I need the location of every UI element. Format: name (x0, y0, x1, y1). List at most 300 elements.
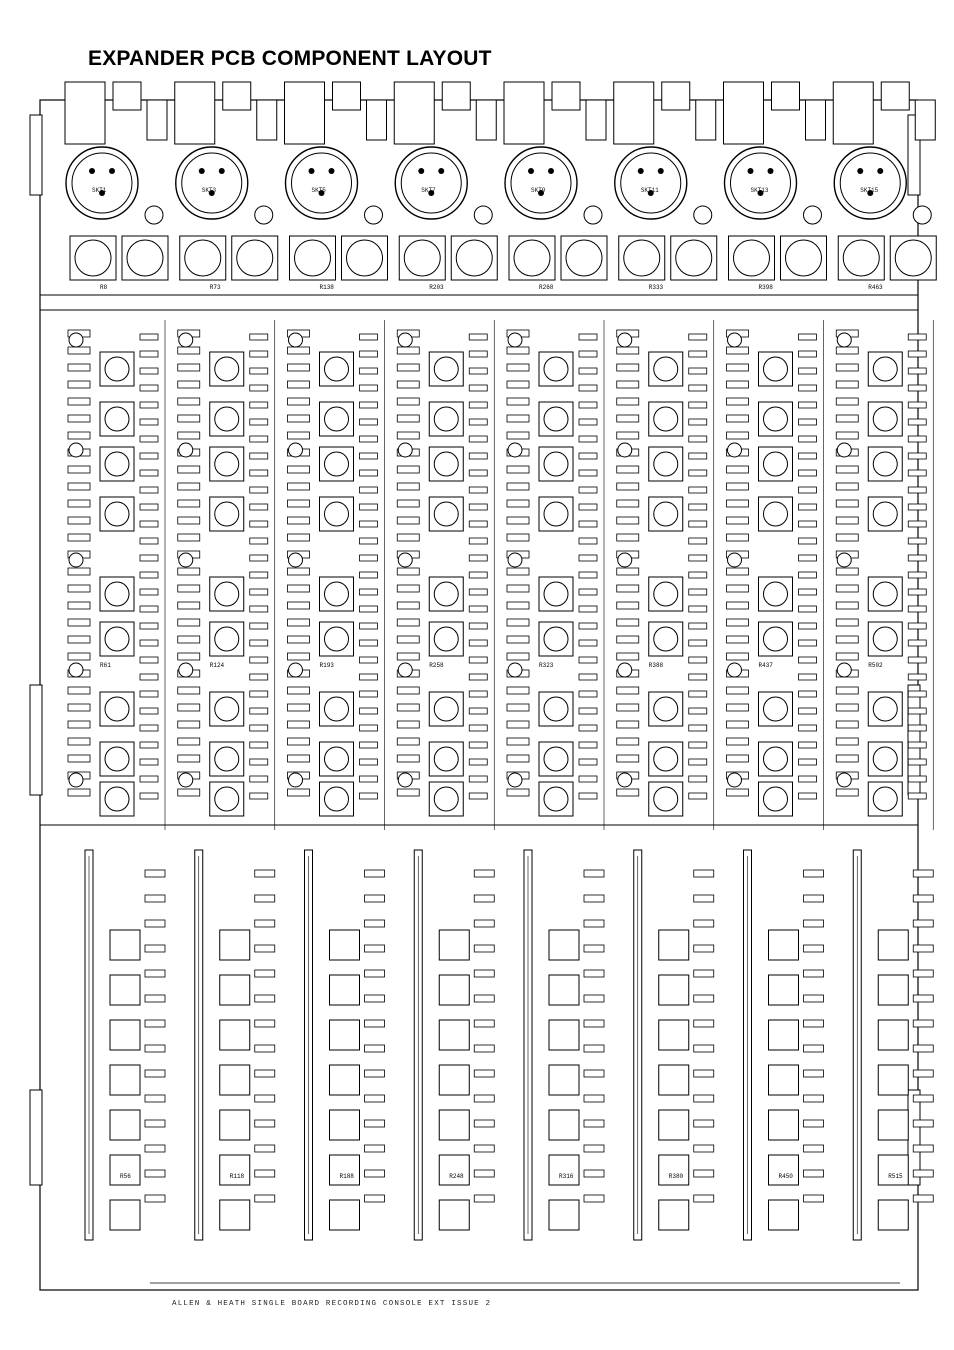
resistor (397, 619, 419, 626)
resistor (908, 470, 926, 476)
capacitor (69, 333, 83, 347)
resistor (140, 351, 158, 357)
resistor (68, 534, 90, 541)
trim-pot (619, 236, 665, 280)
resistor (140, 555, 158, 561)
fader-pot (659, 1155, 689, 1185)
resistor (469, 742, 487, 748)
resistor (689, 436, 707, 442)
resistor (579, 776, 597, 782)
component-label: R463 (868, 284, 883, 291)
resistor (397, 500, 419, 507)
resistor (140, 487, 158, 493)
resistor (288, 398, 310, 405)
fader-pot (549, 1020, 579, 1050)
resistor (469, 521, 487, 527)
resistor (689, 691, 707, 697)
resistor (68, 755, 90, 762)
resistor (178, 704, 200, 711)
resistor (579, 640, 597, 646)
resistor (250, 606, 268, 612)
capacitor (728, 553, 742, 567)
resistor (908, 504, 926, 510)
resistor (799, 572, 817, 578)
resistor (617, 704, 639, 711)
fader-pot (439, 1155, 469, 1185)
jack-socket (65, 82, 105, 144)
fader-pot (769, 1065, 799, 1095)
jack-socket (915, 100, 935, 140)
resistor (365, 1095, 385, 1102)
resistor (617, 381, 639, 388)
jack-socket (476, 100, 496, 140)
trim-pot (561, 236, 607, 280)
resistor (617, 500, 639, 507)
fader-pot (659, 1020, 689, 1050)
resistor (689, 351, 707, 357)
xlr-socket (615, 147, 687, 219)
resistor (584, 920, 604, 927)
resistor (474, 1120, 494, 1127)
fader-pot (659, 930, 689, 960)
resistor (360, 368, 378, 374)
resistor (397, 653, 419, 660)
resistor (617, 721, 639, 728)
resistor (579, 725, 597, 731)
resistor (836, 398, 858, 405)
resistor (250, 623, 268, 629)
jack-socket (257, 100, 277, 140)
pot-grid (100, 352, 902, 816)
resistor (694, 870, 714, 877)
resistor (68, 483, 90, 490)
resistor (913, 1120, 933, 1127)
resistor (68, 653, 90, 660)
fader-pot (769, 1110, 799, 1140)
resistor (250, 419, 268, 425)
capacitor (508, 773, 522, 787)
resistor (727, 347, 749, 354)
resistor (579, 555, 597, 561)
resistor (579, 691, 597, 697)
resistor (689, 742, 707, 748)
fader-pot (769, 975, 799, 1005)
resistor (397, 755, 419, 762)
resistor (250, 589, 268, 595)
resistor (617, 619, 639, 626)
fader-pot (220, 930, 250, 960)
component-grid (40, 320, 933, 830)
resistor (250, 385, 268, 391)
resistor (507, 755, 529, 762)
fader-pot (659, 975, 689, 1005)
page-title: EXPANDER PCB COMPONENT LAYOUT (88, 47, 492, 70)
resistor (68, 500, 90, 507)
resistor (584, 895, 604, 902)
resistor (584, 970, 604, 977)
resistor (507, 483, 529, 490)
resistor (913, 1095, 933, 1102)
resistor (836, 636, 858, 643)
resistor (68, 347, 90, 354)
resistor (68, 636, 90, 643)
fader-pot (439, 1065, 469, 1095)
resistor (397, 347, 419, 354)
resistor (469, 589, 487, 595)
resistor (727, 432, 749, 439)
fader-pot (110, 1200, 140, 1230)
resistor (908, 436, 926, 442)
fader-pot (549, 1155, 579, 1185)
xlr-pin (89, 168, 95, 174)
component-label: R203 (429, 284, 444, 291)
resistor (397, 738, 419, 745)
capacitor (508, 553, 522, 567)
trim-pot (509, 236, 555, 280)
capacitor (474, 206, 492, 224)
fader-pot (220, 1065, 250, 1095)
xlr-socket (725, 147, 797, 219)
resistor (507, 432, 529, 439)
component-label: R56 (120, 1173, 131, 1180)
xlr-pin (199, 168, 205, 174)
fader-pot (439, 930, 469, 960)
resistor (694, 920, 714, 927)
resistor (469, 402, 487, 408)
resistor (360, 776, 378, 782)
resistor (474, 1045, 494, 1052)
resistor (689, 538, 707, 544)
trim-pot (290, 236, 336, 280)
resistor (836, 585, 858, 592)
resistor (178, 483, 200, 490)
resistor (178, 687, 200, 694)
resistor (68, 364, 90, 371)
component-label: R193 (319, 662, 334, 669)
resistor (913, 1145, 933, 1152)
resistor (469, 436, 487, 442)
resistor (360, 555, 378, 561)
resistor (360, 436, 378, 442)
component-label: R333 (648, 284, 664, 291)
resistor (617, 755, 639, 762)
resistor (365, 1145, 385, 1152)
resistor (804, 995, 824, 1002)
resistor (727, 602, 749, 609)
resistor (727, 364, 749, 371)
fader-pot (330, 930, 360, 960)
resistor (617, 534, 639, 541)
resistor (908, 742, 926, 748)
resistor (694, 945, 714, 952)
resistor (584, 1120, 604, 1127)
capacitor (728, 333, 742, 347)
resistor (469, 606, 487, 612)
resistor (913, 970, 933, 977)
resistor (397, 636, 419, 643)
resistor (178, 381, 200, 388)
resistor (799, 453, 817, 459)
resistor (145, 870, 165, 877)
resistor (507, 721, 529, 728)
resistor (584, 1045, 604, 1052)
resistor (469, 691, 487, 697)
resistor (255, 995, 275, 1002)
resistor (579, 351, 597, 357)
capacitor (508, 333, 522, 347)
component-label: R450 (778, 1173, 793, 1180)
resistor (689, 725, 707, 731)
resistor (68, 619, 90, 626)
resistor (913, 1020, 933, 1027)
resistor (579, 436, 597, 442)
xlr-socket (66, 147, 138, 219)
resistor (250, 436, 268, 442)
resistor (908, 572, 926, 578)
fader-pot (330, 1110, 360, 1140)
resistor (250, 521, 268, 527)
fader-pot (659, 1200, 689, 1230)
capacitor (837, 773, 851, 787)
resistor (250, 368, 268, 374)
fader-pot (110, 975, 140, 1005)
resistor (727, 381, 749, 388)
capacitor (728, 443, 742, 457)
component-label: R323 (539, 662, 554, 669)
resistor (689, 708, 707, 714)
resistor (178, 347, 200, 354)
resistor (255, 1120, 275, 1127)
resistor (145, 1170, 165, 1177)
resistor (474, 1095, 494, 1102)
resistor (288, 721, 310, 728)
trim-pot (671, 236, 717, 280)
resistor (360, 385, 378, 391)
component-label: R124 (209, 662, 225, 669)
resistor (178, 568, 200, 575)
fader-pot (330, 1020, 360, 1050)
xlr-socket (834, 147, 906, 219)
resistor (908, 538, 926, 544)
resistor (178, 636, 200, 643)
resistor (579, 419, 597, 425)
jack-socket (586, 100, 606, 140)
resistor (908, 623, 926, 629)
resistor (908, 555, 926, 561)
resistor (469, 504, 487, 510)
resistor (140, 640, 158, 646)
resistor (836, 704, 858, 711)
resistor (360, 623, 378, 629)
resistor (507, 585, 529, 592)
resistor (727, 398, 749, 405)
resistor (804, 1095, 824, 1102)
xlr-socket (286, 147, 358, 219)
resistor (617, 364, 639, 371)
xlr-pin (877, 168, 883, 174)
resistor (799, 623, 817, 629)
resistor (397, 381, 419, 388)
capacitor (837, 443, 851, 457)
resistor (617, 653, 639, 660)
resistor (288, 636, 310, 643)
resistor (360, 640, 378, 646)
resistor (579, 742, 597, 748)
resistor (474, 970, 494, 977)
resistor (255, 1020, 275, 1027)
resistor (397, 602, 419, 609)
resistor (250, 691, 268, 697)
resistor (360, 725, 378, 731)
resistor (799, 419, 817, 425)
trim-pot (729, 236, 775, 280)
resistor (365, 1120, 385, 1127)
resistor (397, 789, 419, 796)
resistor (689, 368, 707, 374)
resistor (360, 419, 378, 425)
fader-pot (220, 1200, 250, 1230)
fader-pot (878, 1065, 908, 1095)
resistor (507, 789, 529, 796)
resistor (799, 436, 817, 442)
resistor (804, 945, 824, 952)
resistor (913, 1195, 933, 1202)
jack-socket (806, 100, 826, 140)
capacitor (913, 206, 931, 224)
capacitor (289, 553, 303, 567)
resistor (145, 995, 165, 1002)
fader-row (85, 850, 933, 1240)
trim-pot (890, 236, 936, 280)
resistor (250, 725, 268, 731)
resistor (836, 653, 858, 660)
trim-pot (342, 236, 388, 280)
resistor (250, 759, 268, 765)
capacitor (837, 333, 851, 347)
resistor (250, 402, 268, 408)
resistor (250, 742, 268, 748)
resistor (908, 640, 926, 646)
fader-pot (110, 1020, 140, 1050)
resistor (250, 674, 268, 680)
resistor (689, 776, 707, 782)
component-label: R118 (229, 1173, 245, 1180)
resistor (584, 995, 604, 1002)
resistor (288, 466, 310, 473)
fader-pot (878, 1110, 908, 1140)
edge-connector (30, 685, 42, 795)
resistor (908, 674, 926, 680)
resistor (579, 385, 597, 391)
resistor (799, 555, 817, 561)
resistor (689, 521, 707, 527)
resistor (360, 606, 378, 612)
resistor (689, 453, 707, 459)
fader-pot (769, 930, 799, 960)
fader-pot (110, 930, 140, 960)
resistor (799, 759, 817, 765)
resistor (68, 687, 90, 694)
resistor (836, 602, 858, 609)
fader-pot (439, 975, 469, 1005)
jack-socket (333, 82, 361, 110)
resistor (584, 1170, 604, 1177)
fader-pot (220, 1155, 250, 1185)
resistor (799, 402, 817, 408)
resistor (689, 793, 707, 799)
resistor (250, 334, 268, 340)
resistor (689, 759, 707, 765)
trim-pot (781, 236, 827, 280)
resistor (140, 674, 158, 680)
resistor (397, 517, 419, 524)
resistor (799, 725, 817, 731)
jack-socket (285, 82, 325, 144)
capacitor (618, 773, 632, 787)
resistor (250, 708, 268, 714)
resistor (908, 385, 926, 391)
resistor (140, 521, 158, 527)
resistor (908, 793, 926, 799)
resistor (178, 653, 200, 660)
resistor (689, 334, 707, 340)
capacitor (365, 206, 383, 224)
resistor (836, 619, 858, 626)
resistor (68, 381, 90, 388)
resistor (804, 920, 824, 927)
resistor (68, 398, 90, 405)
component-label: R437 (758, 662, 773, 669)
resistor (360, 470, 378, 476)
capacitor (618, 333, 632, 347)
resistor (694, 1195, 714, 1202)
resistor (360, 453, 378, 459)
resistor (908, 708, 926, 714)
resistor (178, 755, 200, 762)
resistor (288, 602, 310, 609)
resistor (689, 606, 707, 612)
xlr-socket (505, 147, 577, 219)
resistor (694, 1045, 714, 1052)
resistor (799, 793, 817, 799)
xlr-pin (768, 168, 774, 174)
resistor (178, 534, 200, 541)
resistor (799, 657, 817, 663)
resistor (255, 895, 275, 902)
resistor (689, 640, 707, 646)
component-label: R515 (888, 1173, 903, 1180)
trim-pot (180, 236, 226, 280)
resistor (836, 364, 858, 371)
resistor (694, 995, 714, 1002)
resistor (474, 895, 494, 902)
resistor (689, 402, 707, 408)
resistor (799, 589, 817, 595)
resistor (804, 870, 824, 877)
jack-socket (175, 82, 215, 144)
resistor (288, 789, 310, 796)
resistor (145, 970, 165, 977)
resistor (836, 483, 858, 490)
resistor (288, 534, 310, 541)
resistor (727, 755, 749, 762)
component-label: R268 (539, 284, 554, 291)
resistor (145, 1145, 165, 1152)
resistor (469, 487, 487, 493)
resistor (804, 1045, 824, 1052)
resistor (617, 483, 639, 490)
resistor (474, 1020, 494, 1027)
